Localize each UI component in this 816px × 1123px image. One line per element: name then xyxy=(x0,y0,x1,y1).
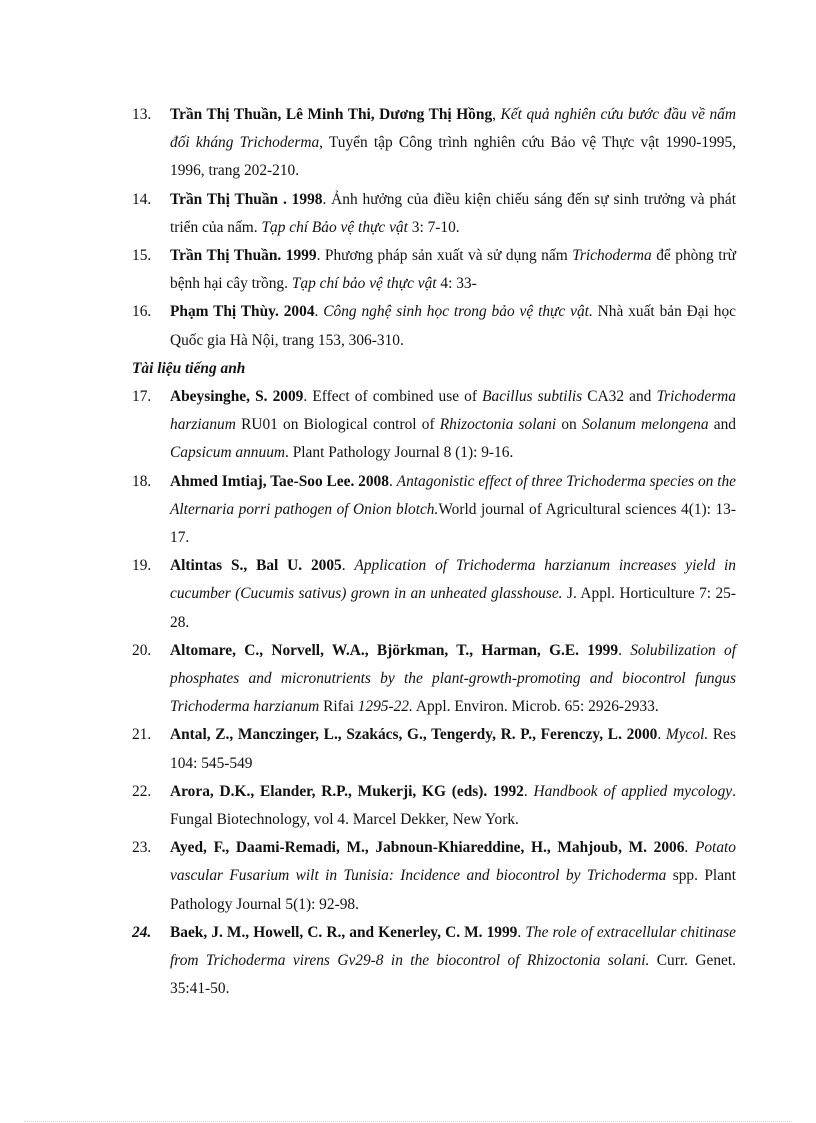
reference-authors-year: Altomare, C., Norvell, W.A., Björkman, T., Harman, G.E. 1999 xyxy=(170,641,619,659)
reference-authors-year: Trần Thị Thuần . 1998 xyxy=(170,190,323,208)
reference-italic-segment: Solanum melongena xyxy=(581,416,709,434)
reference-item xyxy=(132,778,736,834)
reference-segment: CA32 and xyxy=(582,388,657,406)
reference-number: 14. xyxy=(132,190,152,208)
reference-text xyxy=(170,919,736,1004)
reference-segment: RU01 on Biological control of xyxy=(235,416,440,434)
reference-italic-segment: The role of extracellular chitinase from Trichoderma virens Gv29-8 in the biocontrol of Rhizoctonia solani. xyxy=(170,923,736,970)
reference-item xyxy=(132,298,736,354)
reference-segment: Curr. Genet. 35:41-50. xyxy=(170,952,736,998)
reference-text xyxy=(170,468,736,553)
reference-segment: . Plant Pathology Journal 8 (1): 9-16. xyxy=(285,444,514,462)
reference-italic-segment: Mycol. xyxy=(665,726,709,744)
reference-item xyxy=(132,383,736,468)
reference-segment: 4: 33- xyxy=(436,275,477,293)
reference-number: 16. xyxy=(132,303,152,321)
reference-number: 24. xyxy=(132,923,152,941)
reference-segment: and xyxy=(708,416,736,434)
reference-text xyxy=(170,383,736,468)
reference-segment: . xyxy=(341,557,355,575)
reference-italic-segment: Bacillus subtilis xyxy=(482,388,583,406)
reference-authors-year: Phạm Thị Thùy. 2004 xyxy=(170,303,315,321)
reference-item xyxy=(132,242,736,298)
reference-number: 21. xyxy=(132,726,152,744)
reference-italic-segment: Tạp chí Bảo vệ thực vật xyxy=(261,218,408,236)
reference-authors-year: Trần Thị Thuần, Lê Minh Thi, Dương Thị Hồng xyxy=(170,106,493,123)
reference-number: 13. xyxy=(132,106,152,123)
reference-segment: . xyxy=(388,472,397,490)
reference-number: 15. xyxy=(132,247,152,265)
reference-text xyxy=(170,637,736,722)
reference-italic-segment: Application of Trichoderma harzianum increases yield in cucumber (Cucumis sativus) grown in an unheated glasshouse. xyxy=(170,557,736,603)
reference-segment: . Phương pháp sản xuất và sử dụng nấm xyxy=(316,247,573,265)
reference-number: 20. xyxy=(132,641,152,659)
reference-italic-segment: Antagonistic effect of three Trichoderma species on the Alternaria porri pathogen of Onion blotch. xyxy=(170,472,737,518)
reference-segment: để phòng trừ bệnh hại cây trồng. xyxy=(170,247,736,293)
vietnamese-references xyxy=(132,101,736,355)
reference-number: 17. xyxy=(132,388,152,406)
reference-text xyxy=(170,101,736,186)
reference-item xyxy=(132,468,736,553)
reference-segment: . xyxy=(523,782,534,800)
reference-authors-year: Altintas S., Bal U. 2005 xyxy=(170,557,342,575)
reference-text xyxy=(170,242,736,298)
reference-item xyxy=(132,186,736,242)
reference-italic-segment: Potato vascular Fusarium wilt in Tunisia: Incidence and biocontrol by Trichoderma xyxy=(170,839,736,885)
reference-item xyxy=(132,721,736,777)
reference-segment: World journal of Agricultural sciences 4(1): 13-17. xyxy=(170,500,736,547)
reference-segment: Nhà xuất bản Đại học Quốc gia Hà Nội, trang 153, 306-310. xyxy=(170,303,736,349)
reference-authors-year: Baek, J. M., Howell, C. R., and Kenerley, C. M. 1999 xyxy=(170,923,518,941)
reference-italic-segment: Capsicum annuum xyxy=(170,444,286,462)
reference-text xyxy=(170,552,736,637)
reference-italic-segment: Tạp chí bảo vệ thực vật xyxy=(291,275,437,293)
section-heading-english-references: Tài liệu tiếng anh xyxy=(132,359,246,377)
reference-segment: , Tuyển tập Công trình nghiên cứu Bảo vệ Thực vật 1990-1995, 1996, trang 202-210. xyxy=(170,134,737,180)
reference-text xyxy=(170,721,736,777)
reference-italic-segment: Rhizoctonia solani xyxy=(439,416,557,434)
reference-segment: . xyxy=(618,641,631,659)
reference-segment: J. Appl. Horticulture 7: 25-28. xyxy=(170,585,737,631)
reference-italic-segment: Handbook of applied mycology xyxy=(533,782,733,800)
reference-authors-year: Ahmed Imtiaj, Tae-Soo Lee. 2008 xyxy=(170,472,389,490)
page-bottom-divider xyxy=(24,1121,792,1122)
reference-text xyxy=(170,186,736,242)
reference-authors-year: Trần Thị Thuần. 1999 xyxy=(170,247,317,265)
reference-italic-segment: Solubilization of phosphates and micronutrients by the plant-growth-promoting and biocontrol fungus Trichoderma harzianum xyxy=(170,641,736,716)
reference-item xyxy=(132,834,736,919)
reference-segment: . xyxy=(657,726,666,744)
reference-text xyxy=(170,298,736,354)
reference-segment: spp. Plant Pathology Journal 5(1): 92-98. xyxy=(170,867,736,913)
reference-italic-segment: Trichoderma xyxy=(572,247,652,265)
reference-italic-segment: Trichoderma harzianum xyxy=(170,388,736,434)
reference-segment: . Ảnh hưởng của điều kiện chiếu sáng đến sự sinh trưởng và phát triển của nấm. xyxy=(170,190,736,236)
reference-segment: . xyxy=(684,839,695,857)
reference-number: 22. xyxy=(132,782,152,800)
reference-segment: . xyxy=(517,923,526,941)
reference-item xyxy=(132,919,736,1004)
reference-authors-year: Antal, Z., Manczinger, L., Szakács, G., Tengerdy, R. P., Ferenczy, L. 2000 xyxy=(170,726,658,744)
reference-text xyxy=(170,778,736,834)
reference-italic-segment: Kết quả nghiên cứu bước đầu về nấm đối kháng Trichoderma xyxy=(170,106,736,152)
reference-authors-year: Abeysinghe, S. 2009 xyxy=(170,388,304,406)
reference-segment: . Effect of combined use of xyxy=(303,388,483,406)
reference-item xyxy=(132,101,736,186)
english-references xyxy=(132,383,736,1003)
reference-segment: 3: 7-10. xyxy=(407,218,460,236)
reference-item xyxy=(132,552,736,637)
reference-number: 18. xyxy=(132,472,152,490)
reference-segment: , xyxy=(492,106,501,123)
reference-authors-year: Ayed, F., Daami-Remadi, M., Jabnoun-Khiareddine, H., Mahjoub, M. 2006 xyxy=(170,839,685,857)
reference-number: 19. xyxy=(132,557,152,575)
reference-segment: on xyxy=(556,416,582,434)
reference-segment: Res 104: 545-549 xyxy=(170,726,736,772)
reference-text xyxy=(170,834,736,919)
reference-segment: . xyxy=(314,303,324,321)
reference-segment: Rifai xyxy=(319,698,358,716)
reference-number: 23. xyxy=(132,839,152,857)
reference-list xyxy=(132,101,736,1004)
reference-italic-segment: 1295-22. xyxy=(357,698,413,716)
reference-italic-segment: Công nghệ sinh học trong bảo vệ thực vật. xyxy=(323,303,593,321)
reference-segment: . Fungal Biotechnology, vol 4. Marcel Dekker, New York. xyxy=(170,782,736,829)
reference-segment: Appl. Environ. Microb. 65: 2926-2933. xyxy=(412,698,659,716)
reference-authors-year: Arora, D.K., Elander, R.P., Mukerji, KG (eds). 1992 xyxy=(170,782,524,800)
reference-item xyxy=(132,637,736,722)
